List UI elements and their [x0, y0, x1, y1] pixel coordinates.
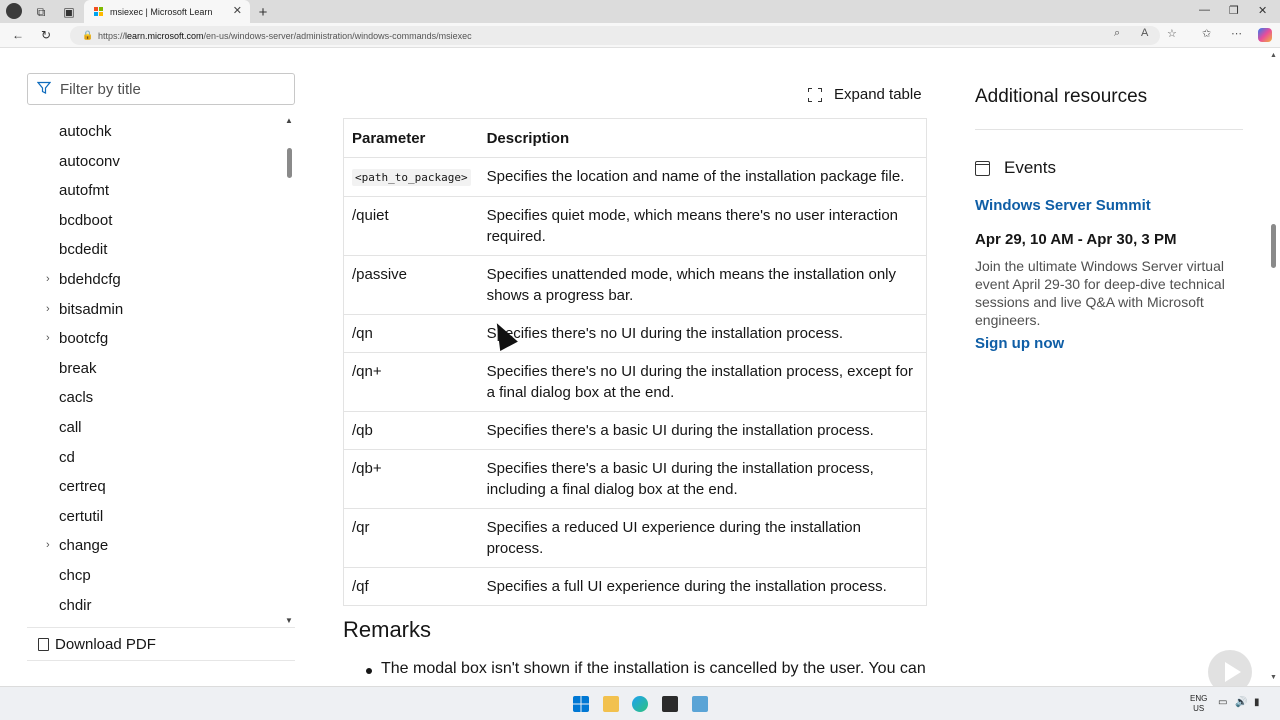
toc-item-label: cd	[59, 448, 75, 466]
toc-item-chdir[interactable]	[59, 597, 92, 614]
table-header-row	[344, 119, 927, 158]
toc-item-bootcfg[interactable]	[46, 330, 109, 348]
site-info-icon[interactable]: 🔒	[82, 30, 94, 40]
browser-toolbar	[0, 23, 1280, 48]
toc-item-label: certutil	[59, 507, 104, 525]
description-cell: Specifies there's no UI during the installation process, except for a final dialog box at the end.	[479, 353, 927, 412]
url-prefix: https://	[98, 30, 126, 41]
parameter-name: /qf	[352, 578, 369, 595]
page-scrollbar-thumb[interactable]	[1271, 224, 1276, 268]
toc-item-certutil[interactable]	[59, 508, 103, 525]
toc-item-bitsadmin[interactable]	[46, 300, 124, 318]
toc-scroll-up-icon[interactable]: ▲	[285, 116, 293, 125]
url-path: /en-us/windows-server/administration/windows-commands/msiexec	[203, 30, 472, 41]
url-host: learn.microsoft.com	[125, 30, 204, 41]
toc-item-label: change	[59, 537, 109, 555]
chevron-right-icon[interactable]: ›	[46, 302, 50, 315]
region-code: US	[1193, 704, 1205, 713]
description-cell: Specifies there's a basic UI during the installation process, including a final dialog box at the end.	[479, 450, 927, 509]
restore-icon[interactable]: ❐	[1229, 5, 1239, 17]
address-bar[interactable]	[70, 26, 1160, 45]
expand-table-label: Expand table	[834, 86, 922, 103]
toc-scroll-down-icon[interactable]: ▼	[285, 616, 293, 625]
pdf-icon	[38, 638, 49, 651]
control-panel-icon[interactable]	[692, 696, 708, 712]
description-cell: Specifies unattended mode, which means the installation only shows a progress bar.	[479, 256, 927, 315]
copilot-icon[interactable]	[1258, 28, 1272, 42]
toc-item-chcp[interactable]	[59, 567, 91, 584]
volume-icon[interactable]: 🔊	[1235, 697, 1248, 708]
parameter-cell	[344, 509, 479, 568]
parameter-name: /passive	[352, 266, 408, 283]
expand-table-button[interactable]	[808, 86, 922, 103]
taskbar	[0, 686, 1280, 720]
tab-title: msiexec | Microsoft Learn	[110, 6, 213, 17]
zoom-icon[interactable]: ⌕	[1114, 27, 1121, 39]
toc-item-label: bcdboot	[59, 211, 113, 229]
remarks-bullet	[366, 660, 926, 678]
network-icon[interactable]: ▭	[1218, 697, 1228, 708]
header-parameter: Parameter	[344, 119, 479, 158]
close-tab-icon[interactable]: ✕	[232, 5, 242, 17]
table-row	[344, 353, 927, 412]
parameter-name: /quiet	[352, 207, 389, 224]
toc-item-call[interactable]	[59, 419, 82, 436]
page-scrollbar[interactable]	[1268, 48, 1280, 686]
filter-icon	[37, 81, 51, 95]
sign-up-link[interactable]: Sign up now	[975, 335, 1065, 352]
chevron-right-icon[interactable]: ›	[46, 539, 50, 552]
parameters-table	[343, 118, 927, 606]
download-pdf-label: Download PDF	[55, 635, 156, 653]
browser-tab-bar	[0, 0, 1280, 23]
toc-item-label: autofmt	[59, 182, 110, 200]
remarks-bullet-text: The modal box isn't shown if the installation is cancelled by the user. You can	[381, 660, 926, 677]
parameter-name: /qb+	[352, 460, 382, 477]
scroll-up-icon[interactable]: ▲	[1270, 52, 1277, 59]
chevron-right-icon[interactable]: ›	[46, 332, 50, 345]
description-cell: Specifies quiet mode, which means there's no user interaction required.	[479, 197, 927, 256]
parameter-name: /qr	[352, 519, 370, 536]
toc-item-label: chdir	[59, 596, 92, 614]
event-date: Apr 29, 10 AM - Apr 30, 3 PM	[975, 231, 1177, 248]
toc-item-autochk[interactable]	[59, 123, 112, 140]
toc-item-label: chcp	[59, 567, 91, 584]
toc-item-label: bcdedit	[59, 241, 108, 259]
profile-avatar[interactable]	[6, 3, 22, 19]
parameter-name: <path_to_package>	[352, 169, 471, 186]
parameter-cell	[344, 450, 479, 509]
chevron-right-icon[interactable]: ›	[46, 273, 50, 285]
table-row	[344, 197, 927, 256]
description-cell: Specifies the location and name of the installation package file.	[479, 158, 927, 197]
toc-item-cacls[interactable]	[59, 389, 93, 406]
rail-divider	[975, 129, 1243, 130]
windows-start-icon[interactable]	[573, 696, 589, 712]
parameter-cell	[344, 412, 479, 450]
edge-icon[interactable]	[632, 696, 648, 712]
toc-item-label: call	[59, 419, 82, 436]
workspaces-icon[interactable]: ⧉	[36, 4, 46, 19]
tab-actions-icon[interactable]: ▣	[63, 5, 75, 19]
tab-msiexec[interactable]	[84, 0, 250, 23]
toc-item-certreq[interactable]	[59, 478, 106, 495]
toc-item-label: cacls	[59, 389, 94, 407]
table-row	[344, 315, 927, 353]
battery-icon[interactable]: ▮	[1254, 697, 1260, 708]
download-pdf-button[interactable]	[27, 627, 295, 661]
toc-item-bcdboot[interactable]	[59, 212, 112, 229]
new-tab-icon[interactable]: +	[258, 3, 268, 21]
events-heading-label: Events	[1004, 158, 1056, 177]
toc-item-bcdedit[interactable]	[59, 241, 107, 258]
toc-item-bdehdcfg[interactable]	[46, 271, 121, 288]
terminal-icon[interactable]	[662, 696, 678, 712]
favorite-star-icon[interactable]: ☆	[1167, 28, 1177, 40]
filter-input[interactable]	[27, 73, 295, 105]
minimize-icon[interactable]: —	[1199, 4, 1210, 16]
parameter-name: /qb	[352, 422, 373, 439]
more-menu-icon[interactable]: ⋯	[1231, 28, 1242, 40]
refresh-icon[interactable]: ↻	[41, 28, 52, 42]
toc-item-cd[interactable]	[59, 449, 75, 466]
scroll-down-icon[interactable]: ▼	[1270, 674, 1277, 681]
parameter-cell	[344, 197, 479, 256]
favorites-icon[interactable]: ✩	[1202, 28, 1212, 40]
parameter-cell	[344, 568, 479, 606]
description-cell: Specifies a full UI experience during the installation process.	[479, 568, 927, 606]
description-cell: Specifies there's no UI during the installation process.	[479, 315, 927, 353]
language-code: ENG	[1190, 694, 1208, 703]
table-row	[344, 256, 927, 315]
events-heading	[975, 158, 1056, 178]
remarks-heading: Remarks	[343, 617, 432, 642]
parameter-name: /qn+	[352, 363, 382, 380]
parameter-cell	[344, 158, 479, 197]
back-arrow-icon[interactable]: ←	[12, 28, 24, 42]
close-window-icon[interactable]: ✕	[1258, 5, 1268, 17]
toc-item-autoconv[interactable]	[59, 153, 120, 170]
additional-resources-heading: Additional resources	[975, 86, 1148, 107]
toc-item-label: break	[59, 359, 97, 377]
description-cell: Specifies there's a basic UI during the installation process.	[479, 412, 927, 450]
toc-list	[27, 118, 295, 626]
page-content	[0, 48, 1268, 686]
calendar-icon	[975, 161, 990, 176]
toc-item-break[interactable]	[59, 360, 97, 377]
table-row	[344, 568, 927, 606]
parameter-cell	[344, 353, 479, 412]
toc-item-label: bdehdcfg	[59, 271, 121, 288]
toc-item-autofmt[interactable]	[59, 182, 109, 199]
toc-scrollbar-thumb[interactable]	[287, 148, 292, 178]
table-row	[344, 158, 927, 197]
filter-placeholder: Filter by title	[60, 80, 141, 98]
toc-item-label: autochk	[59, 123, 112, 140]
table-row	[344, 450, 927, 509]
toc-item-change[interactable]	[46, 537, 109, 555]
event-link[interactable]: Windows Server Summit	[975, 197, 1151, 214]
table-row	[344, 509, 927, 568]
microsoft-logo-icon	[94, 7, 103, 16]
toc-item-label: certreq	[59, 478, 106, 496]
parameter-name: /qn	[352, 325, 373, 342]
read-aloud-icon[interactable]: A	[1141, 27, 1149, 39]
description-cell: Specifies a reduced UI experience during the installation process.	[479, 509, 927, 568]
header-description: Description	[479, 119, 927, 158]
toc-item-label: autoconv	[59, 152, 120, 170]
event-description: Join the ultimate Windows Server virtual event April 29-30 for deep-dive technical sessions and live Q&A with Microsoft engineers.	[975, 258, 1225, 328]
table-row	[344, 412, 927, 450]
parameter-cell	[344, 256, 479, 315]
toc-item-label: bitsadmin	[59, 300, 124, 318]
expand-icon	[808, 88, 822, 102]
toc-item-label: bootcfg	[59, 330, 109, 348]
parameter-cell	[344, 315, 479, 353]
language-indicator[interactable]	[1190, 694, 1207, 714]
file-explorer-icon[interactable]	[603, 696, 619, 712]
